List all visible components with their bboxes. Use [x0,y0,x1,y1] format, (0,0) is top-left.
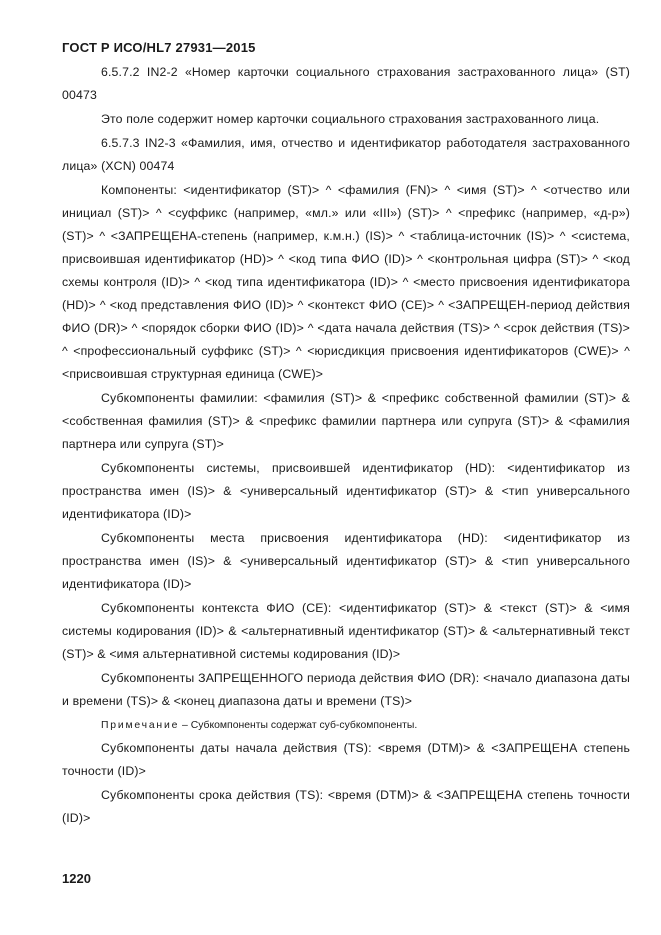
components-paragraph: Компоненты: <идентификатор (ST)> ^ <фамилия (FN)> ^ <имя (ST)> ^ <отчество или инициал (ST)> ^ <суффикс (например, «мл.» или «III») (ST)> ^ <префикс (например, «д-р») (ST)> ^ <ЗАПРЕЩЕНА-степень (например, к.м.н.) (IS)> ^ <таблица-источник (IS)> ^ <система, присвоившая идентификатор (HD)> ^ <код типа ФИО (ID)> ^ <контрольная цифра (ST)> ^ <код схемы контроля (ID)> ^ <код типа идентификатора (ID)> ^ <место присвоения идентификатора (HD)> ^ <код представления ФИО (ID)> ^ <контекст ФИО (CE)> ^ <ЗАПРЕЩЕН-период действия ФИО (DR)> ^ <порядок сборки ФИО (ID)> ^ <дата начала действия (TS)> ^ <срок действия (TS)> ^ <профессиональный суффикс (ST)> ^ <юрисдикция присвоения идентификаторов (CWE)> ^ <присвоившая структурная единица (CWE)> [62,183,630,381]
page-body [62,61,630,831]
note-text: – Субкомпоненты содержат суб-субкомпоненты. [179,720,418,731]
note [62,714,630,737]
subcomponents-effective-date: Субкомпоненты даты начала действия (TS): <время (DTM)> & <ЗАПРЕЩЕНА степень точности (ID)> [62,741,630,778]
paragraph: Это поле содержит номер карточки социального страхования застрахованного лица. [101,112,600,126]
section-heading-in2-3: 6.5.7.3 IN2-3 «Фамилия, имя, отчество и идентификатор работодателя застрахованного лица» (XCN) 00474 [62,136,630,173]
subcomponents-family: Субкомпоненты фамилии: <фамилия (ST)> & <префикс собственной фамилии (ST)> & <собственная фамилия (ST)> & <префикс фамилии партнера или супруга (ST)> & <фамилия партнера или супруга (ST)> [62,391,630,451]
page-number: 1220 [62,871,91,886]
subcomponents-assigning-system: Субкомпоненты системы, присвоившей идентификатор (HD): <идентификатор из пространства имен (IS)> & <универсальный идентификатор (ST)> & <тип универсального идентификатора (ID)> [62,461,630,521]
subcomponents-assigning-facility: Субкомпоненты места присвоения идентификатора (HD): <идентификатор из пространства имен (IS)> & <универсальный идентификатор (ST)> & <тип универсального идентификатора (ID)> [62,531,630,591]
standard-header: ГОСТ Р ИСО/HL7 27931—2015 [62,40,256,55]
note-label: Примечание [101,720,180,731]
subcomponents-expiration-date: Субкомпоненты срока действия (TS): <время (DTM)> & <ЗАПРЕЩЕНА степень точности (ID)> [62,788,630,825]
subcomponents-name-validity-range: Субкомпоненты ЗАПРЕЩЕННОГО периода действия ФИО (DR): <начало диапазона даты и времени (TS)> & <конец диапазона даты и времени (TS)> [62,671,630,708]
section-heading-in2-2: 6.5.7.2 IN2-2 «Номер карточки социального страхования застрахованного лица» (ST) 00473 [62,65,630,102]
subcomponents-name-context: Субкомпоненты контекста ФИО (CE): <идентификатор (ST)> & <текст (ST)> & <имя системы кодирования (ID)> & <альтернативный идентификатор (ST)> & <альтернативный текст (ST)> & <имя альтернативной системы кодирования (ID)> [62,601,630,661]
